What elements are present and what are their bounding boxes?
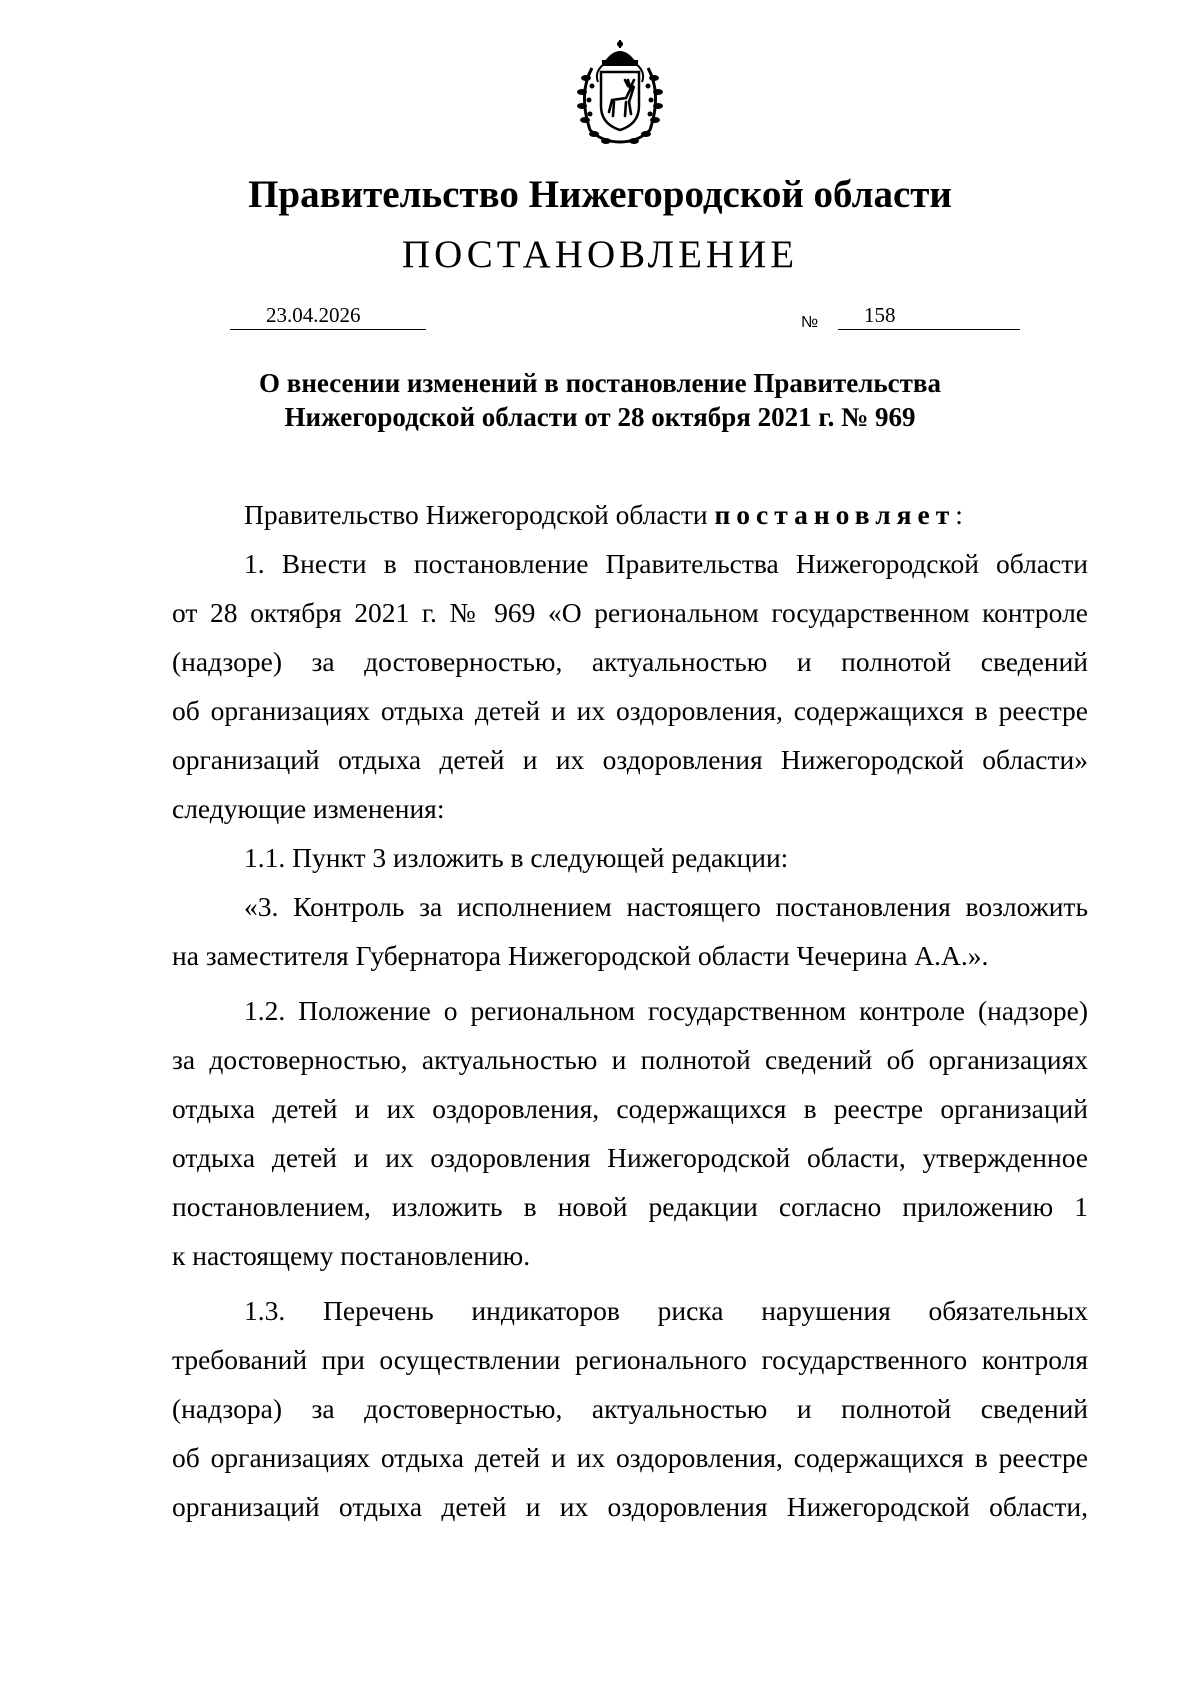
document-subject	[180, 366, 1020, 434]
paragraph-1-1-quote	[172, 882, 1088, 980]
paragraph-line: 1.2. Положение о региональном государственном контроле (надзоре)	[244, 995, 1088, 1026]
paragraph-line: на заместителя Губернатора Нижегородской области Чечерина А.А.».	[172, 940, 989, 971]
document-date: 23.04.2026	[266, 303, 361, 327]
paragraph-line: (надзора) за достоверностью, актуальностью и полнотой сведений	[172, 1393, 1088, 1424]
document-body	[172, 490, 1088, 1531]
paragraph-1-1	[172, 833, 1088, 882]
document-date-field	[230, 303, 426, 330]
subject-line: Нижегородской области от 28 октября 2021 г. № 969	[284, 402, 916, 432]
coat-of-arms-icon	[568, 38, 672, 148]
paragraph-line: об организациях отдыха детей и их оздоровления, содержащихся в реестре	[172, 695, 1088, 726]
preamble-text: Правительство Нижегородской области	[244, 499, 715, 530]
paragraph-line: отдыха детей и их оздоровления, содержащихся в реестре организаций	[172, 1093, 1088, 1124]
paragraph-line: отдыха детей и их оздоровления Нижегородской области, утвержденное	[172, 1142, 1088, 1173]
paragraph-line: организаций отдыха детей и их оздоровления Нижегородской области,	[172, 1491, 1088, 1522]
paragraph-line: 1. Внести в постановление Правительства Нижегородской области	[244, 548, 1088, 579]
paragraph-1-3	[172, 1286, 1088, 1531]
subject-line: О внесении изменений в постановление Правительства	[259, 368, 941, 398]
paragraph-line: за достоверностью, актуальностью и полнотой сведений об организациях	[172, 1044, 1088, 1075]
document-number: 158	[864, 303, 896, 327]
preamble	[172, 490, 1088, 539]
paragraph-line: 1.3. Перечень индикаторов риска нарушения обязательных	[244, 1295, 1088, 1326]
paragraph-line: постановлением, изложить в новой редакции согласно приложению 1	[172, 1191, 1088, 1222]
preamble-keyword: постановляет	[714, 499, 956, 530]
organization-title: Правительство Нижегородской области	[248, 173, 952, 216]
document-number-field	[838, 303, 1020, 330]
paragraph-line: организаций отдыха детей и их оздоровления Нижегородской области»	[172, 744, 1088, 775]
paragraph-line: требований при осуществлении регионального государственного контроля	[172, 1344, 1088, 1375]
paragraph-line: к настоящему постановлению.	[172, 1240, 531, 1271]
preamble-colon: :	[955, 499, 963, 530]
paragraph-line: (надзоре) за достоверностью, актуальностью и полнотой сведений	[172, 646, 1088, 677]
paragraph-line: «3. Контроль за исполнением настоящего постановления возложить	[244, 891, 1088, 922]
paragraph-1	[172, 539, 1088, 833]
paragraph-line: от 28 октября 2021 г. № 969 «О региональном государственном контроле	[172, 597, 1088, 628]
document-type: ПОСТАНОВЛЕНИЕ	[401, 233, 799, 276]
paragraph-line: об организациях отдыха детей и их оздоровления, содержащихся в реестре	[172, 1442, 1088, 1473]
paragraph-line: 1.1. Пункт 3 изложить в следующей редакции:	[244, 842, 789, 873]
paragraph-line: следующие изменения:	[172, 793, 445, 824]
number-sign: №	[801, 314, 819, 331]
paragraph-1-2	[172, 986, 1088, 1280]
